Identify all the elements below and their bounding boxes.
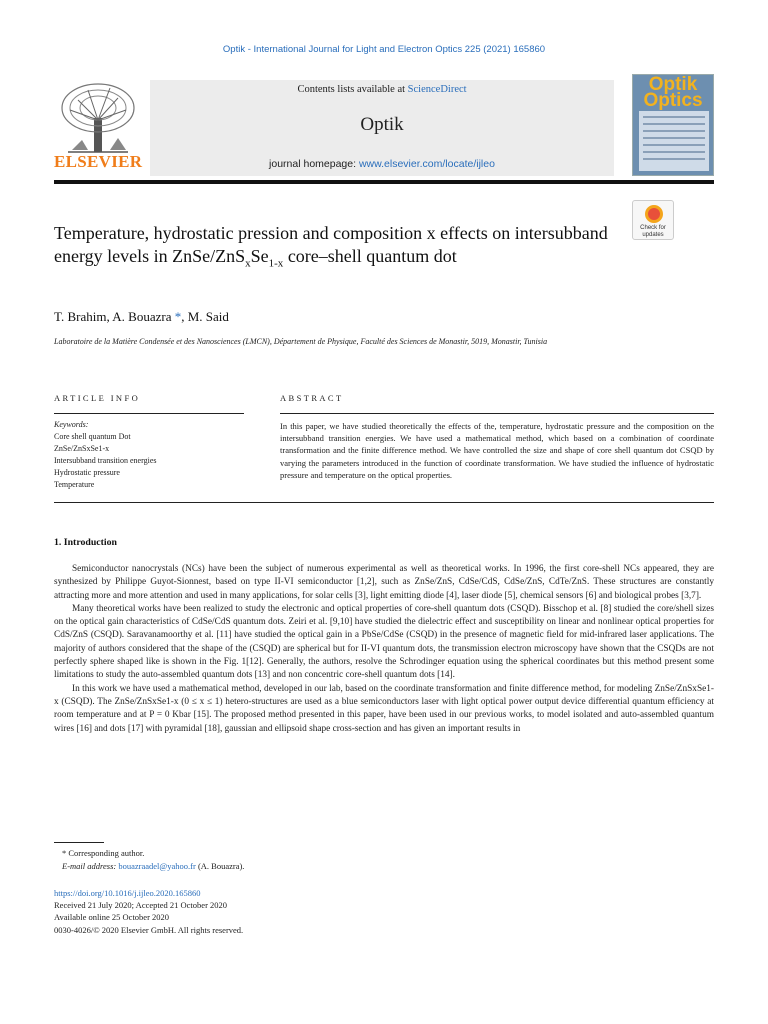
abstract-rule-top bbox=[280, 413, 714, 414]
introduction-heading: 1. Introduction bbox=[54, 537, 117, 548]
corresponding-author-mark[interactable]: * bbox=[171, 309, 182, 324]
keyword-item: Temperature bbox=[54, 480, 95, 489]
contents-line bbox=[150, 84, 614, 95]
keywords-label: Keywords: bbox=[54, 420, 89, 429]
abstract-text: In this paper, we have studied theoretically the effects of the, temperature, hydrostatic pressure and the composition on the intersubband transition energies. We have used a mathematical method, which based on a combination of coordinate transformation and the finite difference method. We have controlled the size and shape of core shell quantum dot CSQD by varying the parameters introduced in the function of coordinate transformation. We have studied the influence of hydrostatic pressure and temperature on the optical properties. bbox=[280, 421, 714, 480]
title-subscript-1: x bbox=[245, 257, 251, 270]
check-updates-label bbox=[633, 225, 673, 239]
elsevier-tree-icon bbox=[58, 80, 138, 154]
intro-paragraph-3-text: In this work we have used a mathematical method, developed in our lab, based on the coordinate transformation and finite difference method, for modeling ZnSe/ZnSxSe1-x (CSQD). The ZnSe/ZnSxSe1-x (0 ≤ x ≤ 1) hetero-structures are used as a blue semiconductors laser with light optical power output device differential quantum efficiency at room temperature and at P = 0 Kbar [15]. The proposed method presented in this paper, have been used in our previous works, to model isolated and auto-assembled quantum wires [16] and dots [17] with pyramidal [18], gaussian and ellipsoid shape cross-section and has given an important results in bbox=[54, 683, 714, 734]
check-updates-line2: updates bbox=[642, 232, 664, 238]
affiliation: Laboratoire de la Matière Condensée et des Nanosciences (LMCN), Département de Physique, Faculté des Sciences de Monastir, 5019, Monastir, Tunisia bbox=[54, 337, 548, 346]
journal-cover-thumbnail[interactable] bbox=[632, 74, 714, 176]
available-date: Available online 25 October 2020 bbox=[54, 912, 170, 923]
abstract-heading: ABSTRACT bbox=[280, 393, 344, 403]
doi-link[interactable]: https://doi.org/10.1016/j.ijleo.2020.165860 bbox=[54, 888, 201, 898]
keyword-item: Intersubband transition energies bbox=[54, 456, 157, 465]
footnote-corresponding: Corresponding author. bbox=[68, 848, 145, 858]
check-updates-icon bbox=[645, 205, 663, 223]
footnote bbox=[54, 847, 244, 872]
journal-masthead bbox=[54, 74, 714, 180]
homepage-prefix: journal homepage: bbox=[269, 158, 359, 170]
footnote-mark: * bbox=[62, 848, 69, 858]
journal-banner bbox=[150, 80, 614, 176]
email-line bbox=[54, 860, 244, 873]
article-title bbox=[54, 222, 624, 275]
intro-paragraph-1-text: Semiconductor nanocrystals (NCs) have been the subject of numerous experimental as well as theoretical works. In 1996, the first core-shell NCs appeared, they are synthesized by Philippe Guyot-Sionnest, based on type II-VI semiconductor [1,2], such as ZnSe/ZnS, CdSe/CdS, CdSe/ZnS, CdTe/ZnS. These structures are constantly attracting more and more attention and used in many applications, for solar cells [3], light emitting diode [4], laser diode [5], chemical sensors [6] and biological probes [3,7]. bbox=[54, 564, 714, 601]
check-for-updates-button[interactable] bbox=[632, 200, 674, 240]
title-text-mid: Se bbox=[250, 245, 269, 266]
title-text-1: Temperature, hydrostatic pression and composition x effects on intersubband energy levels in ZnSe/ZnS bbox=[54, 223, 608, 266]
footnote-rule bbox=[54, 842, 104, 843]
received-date: Received 21 July 2020; Accepted 21 October 2020 bbox=[54, 900, 228, 911]
keyword-item: Hydrostatic pressure bbox=[54, 468, 120, 477]
contents-prefix: Contents lists available at bbox=[297, 84, 408, 95]
elsevier-wordmark: ELSEVIER bbox=[54, 152, 143, 171]
journal-reference[interactable]: Optik - International Journal for Light and Electron Optics 225 (2021) 165860 bbox=[222, 44, 546, 55]
cover-title-line1: Optik bbox=[648, 74, 698, 95]
homepage-line bbox=[150, 158, 614, 170]
keywords-block bbox=[54, 419, 254, 491]
copyright: 0030-4026/© 2020 Elsevier GmbH. All rights reserved. bbox=[54, 924, 244, 935]
article-info-rule bbox=[54, 413, 244, 414]
cover-title-line2: Optics bbox=[643, 90, 703, 111]
article-info-heading: ARTICLE INFO bbox=[54, 393, 141, 403]
intro-paragraph-2-text: Many theoretical works have been realized to study the electronic and optical properties of core-shell quantum dots (CSQD). Bisschop et al. [8] studied the core/shell sizes on the optical gain characteristics of CdSe/CdS quantum dots. Zeiri et al. [9,10] have studied the dielectric effect and susceptibility on linear and nonlinear optical properties for CdS/ZnS (CSQD). Saravanamoorthy et al. [11] have studied the optical gain in a PbSe/CdSe (CSQD) in the presence of magnetic field for mid-infrared laser applications. The majority of authors considered that the shape of the (CSQD) are spherical but for II-VI quantum dots, the transmission electron microscopy have shown that the CSQDs are not perfectly sphere shaped like is shown in the Fig. 1[12]. Generally, the authors, resolve the Schrodinger equation using the spherical coordinates but this method present some limitations to study the auto-assembled quantum dots [13] and non concentric core-shell quantum dots [14]. bbox=[54, 603, 714, 681]
author-1[interactable]: T. Brahim, bbox=[54, 309, 113, 324]
author-2[interactable]: A. Bouazra bbox=[112, 309, 172, 324]
intro-paragraph-1 bbox=[54, 563, 714, 736]
author-list bbox=[54, 309, 229, 325]
author-3[interactable]: , M. Said bbox=[181, 309, 229, 324]
sciencedirect-link[interactable]: ScienceDirect bbox=[407, 84, 467, 95]
email-suffix: (A. Bouazra). bbox=[195, 860, 245, 871]
corresponding-author-note bbox=[54, 847, 244, 860]
cover-title bbox=[633, 74, 713, 111]
email-label: E-mail address: bbox=[62, 860, 119, 871]
publication-info bbox=[54, 887, 243, 936]
keyword-item: ZnSe/ZnSxSe1-x bbox=[54, 444, 110, 453]
elsevier-logo[interactable] bbox=[54, 80, 143, 176]
cover-content-block bbox=[639, 111, 709, 171]
abstract-rule-bottom bbox=[54, 502, 714, 503]
title-subscript-2: 1-x bbox=[268, 257, 284, 270]
masthead-divider bbox=[54, 180, 714, 184]
journal-name: Optik bbox=[360, 114, 404, 135]
journal-homepage-link[interactable]: www.elsevier.com/locate/ijleo bbox=[358, 158, 495, 170]
author-email-link[interactable]: bouazraadel@yahoo.fr bbox=[118, 860, 196, 871]
title-text-2: core–shell quantum dot bbox=[283, 245, 457, 266]
check-updates-line1: Check for bbox=[640, 225, 666, 231]
keyword-item: Core shell quantum Dot bbox=[54, 432, 131, 441]
